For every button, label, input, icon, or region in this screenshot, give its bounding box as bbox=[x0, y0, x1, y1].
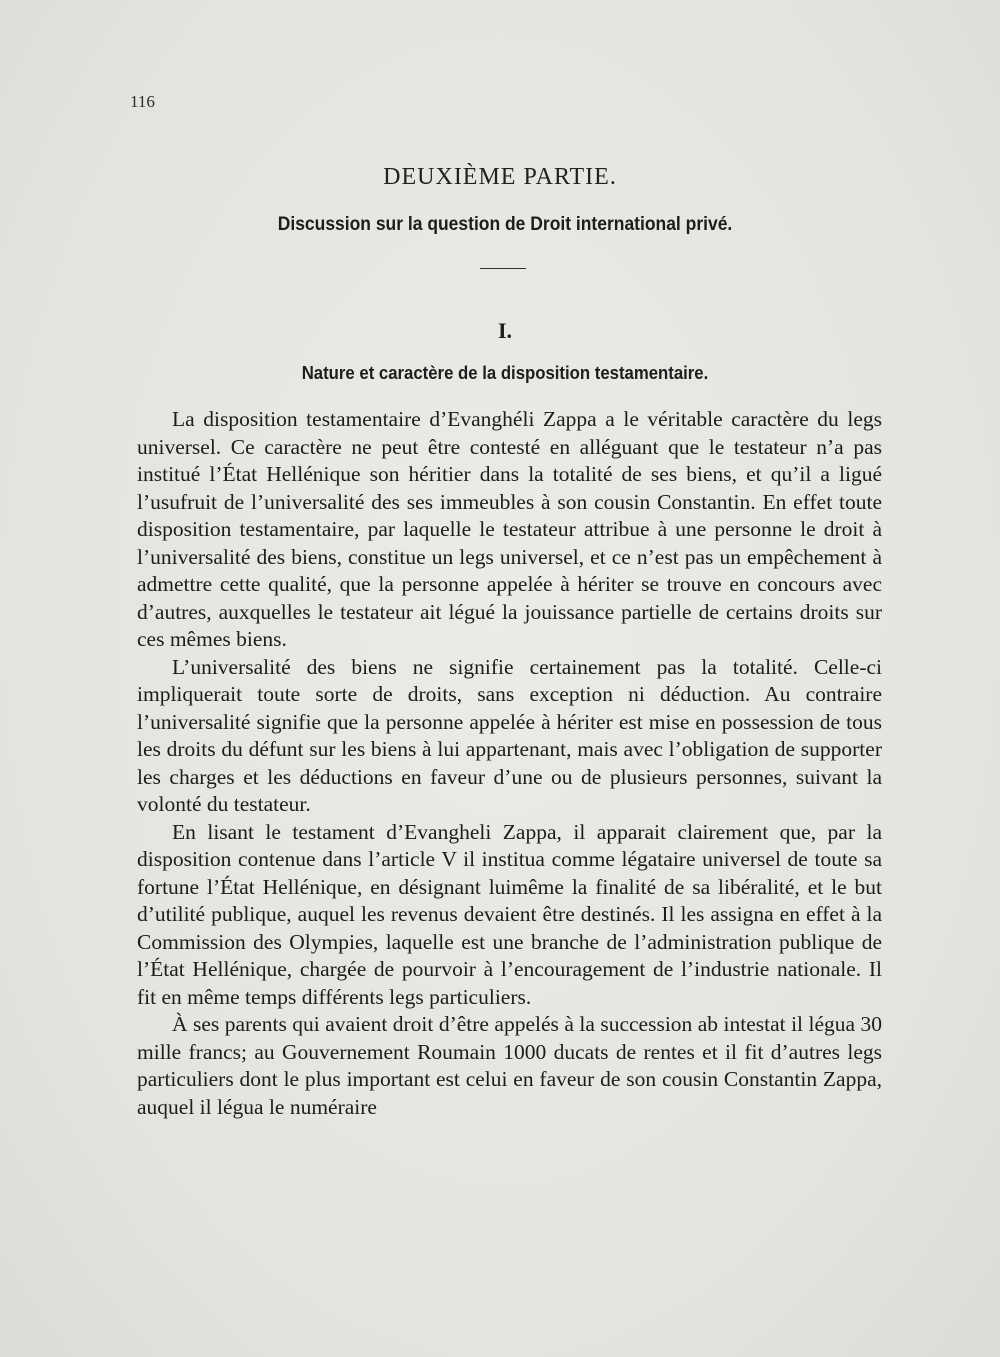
body-text bbox=[137, 406, 882, 1121]
paragraph: La disposition testamentaire d’Evanghéli Zappa a le véritable caractère du legs universel. Ce caractère ne peut être contesté en alléguant que le testateur n’a pas institué l’État Hellénique son héritier dans la totalité de ses biens, et qu’il a ligué l’usufruit de l’universalité des ses immeubles à son cousin Constantin. En effet toute disposition testamentaire, par laquelle le testateur attribue à une personne le droit à l’universalité des biens, constitue un legs universel, et ce n’est pas un empêchement à admettre cette qualité, que la personne appelée à hériter se trouve en concours avec d’autres, auxquelles le testateur ait légué la jouissance partielle de certains droits sur ces mêmes biens. bbox=[137, 407, 882, 651]
page-number: 116 bbox=[130, 92, 155, 111]
section-title: Nature et caractère de la disposition testamentaire. bbox=[301, 363, 709, 383]
part-title: DEUXIÈME PARTIE. bbox=[383, 164, 617, 190]
paragraph: En lisant le testament d’Evangheli Zappa, il apparait clairement que, par la disposition contenue dans l’article V il institua comme légataire universel de toute sa fortune l’État Hellénique, en désignant luimême la finalité de sa libéralité, et le but d’utilité publique, auquel les revenus devaient être destinés. Il les assigna en effet à la Commission des Olympies, laquelle est une branche de l’administration publique de l’État Hellénique, chargée de pourvoir à l’encouragement de l’industrie nationale. Il fit en même temps différents legs particuliers. bbox=[137, 819, 882, 1009]
paragraph: L’universalité des biens ne signifie certainement pas la totalité. Celle-ci impliquerait toute sorte de droits, sans exception ni déduction. Au contraire l’universalité signifie que la personne appelée à hériter est mise en possession de tous les droits du défunt sur les biens à lui appartenant, mais avec l’obligation de supporter les charges et les déductions en faveur d’une ou de plusieurs personnes, suivant la volonté du testateur. bbox=[137, 654, 882, 816]
title-divider bbox=[480, 268, 526, 269]
subject-title: Discussion sur la question de Droit international privé. bbox=[277, 214, 733, 235]
paragraph: À ses parents qui avaient droit d’être appelés à la succession ab intestat il légua 30 mille francs; au Gouvernement Roumain 1000 ducats de rentes et il fit d’autres legs particuliers dont le plus important est celui en faveur de son cousin Constantin Zappa, auquel il légua le numéraire bbox=[137, 1012, 882, 1119]
section-number: I. bbox=[497, 318, 513, 343]
